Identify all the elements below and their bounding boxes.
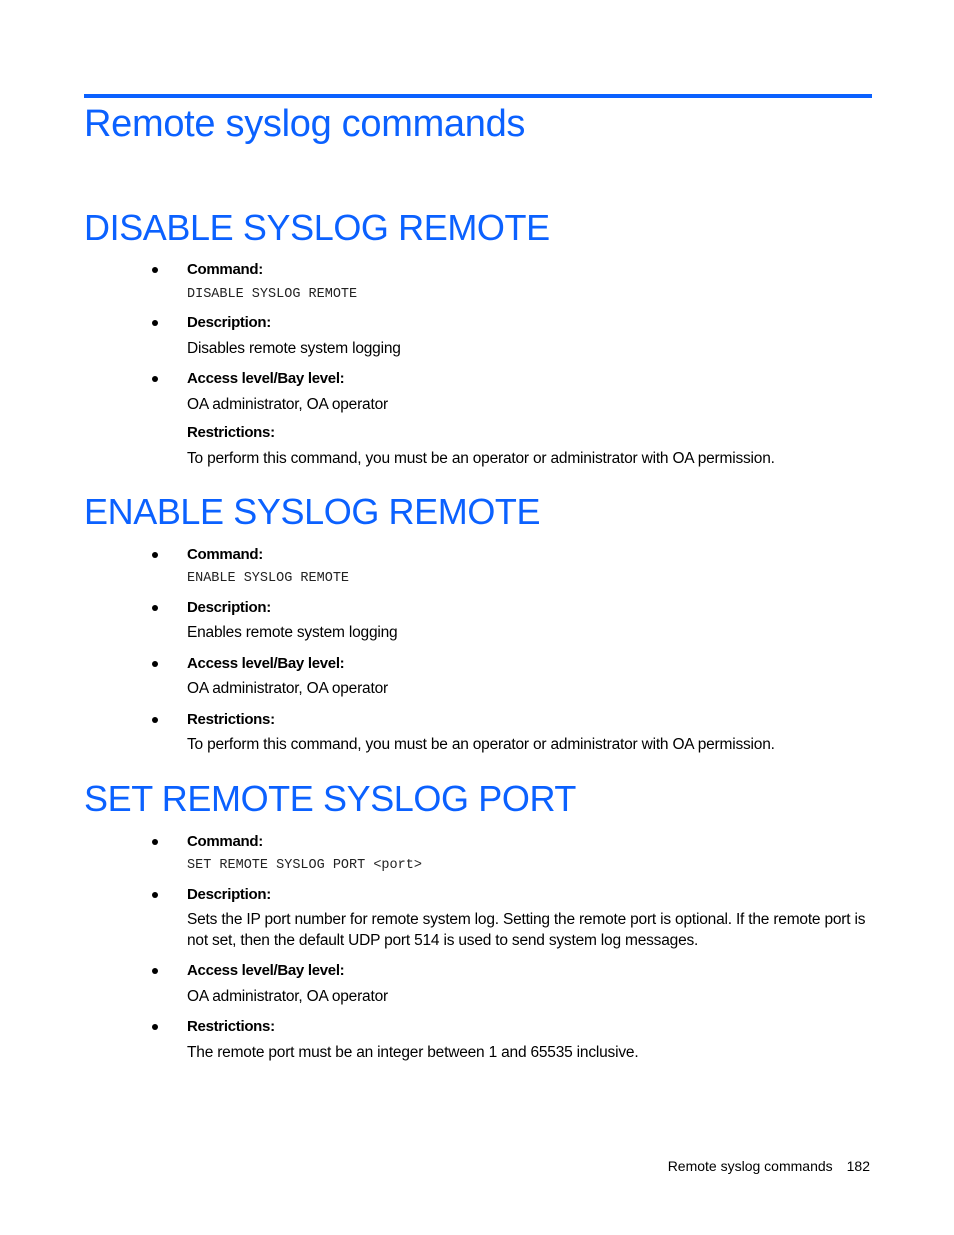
page-number: 182: [846, 1158, 870, 1174]
restrictions-label: Restrictions:: [187, 711, 275, 728]
bullet-icon: [152, 892, 158, 898]
access-level-label: Access level/Bay level:: [187, 370, 345, 387]
access-level-text: OA administrator, OA operator: [187, 396, 388, 413]
restrictions-label: Restrictions:: [187, 424, 275, 441]
description-text: Sets the IP port number for remote system log. Setting the remote port is optional. If the remote port is not set, then the default UDP port 514 is used to send system log messages.: [187, 911, 866, 949]
access-level-text: OA administrator, OA operator: [187, 680, 388, 697]
command-label: Command:: [187, 833, 263, 850]
chapter-rule: [84, 94, 872, 98]
bullet-icon: [152, 267, 158, 273]
bullet-icon: [152, 376, 158, 382]
bullet-icon: [152, 605, 158, 611]
chapter-title: Remote syslog commands: [84, 103, 526, 145]
description-label: Description:: [187, 886, 271, 903]
section-title: DISABLE SYSLOG REMOTE: [84, 207, 550, 248]
footer-title: Remote syslog commands: [667, 1158, 833, 1174]
bullet-icon: [152, 1024, 158, 1030]
bullet-icon: [152, 968, 158, 974]
bullet-icon: [152, 320, 158, 326]
bullet-icon: [152, 717, 158, 723]
section-title: SET REMOTE SYSLOG PORT: [84, 778, 576, 819]
bullet-icon: [152, 661, 158, 667]
restrictions-text: To perform this command, you must be an operator or administrator with OA permission.: [187, 736, 775, 753]
page-footer: [668, 1158, 870, 1174]
bullet-icon: [152, 839, 158, 845]
restrictions-text: The remote port must be an integer between 1 and 65535 inclusive.: [187, 1044, 639, 1061]
section-title: ENABLE SYSLOG REMOTE: [84, 491, 541, 532]
restrictions-label: Restrictions:: [187, 1018, 275, 1035]
description-label: Description:: [187, 314, 271, 331]
access-level-label: Access level/Bay level:: [187, 655, 345, 672]
command-code: SET REMOTE SYSLOG PORT <port>: [187, 858, 422, 873]
description-text: Enables remote system logging: [187, 624, 398, 641]
command-code: DISABLE SYSLOG REMOTE: [187, 287, 358, 302]
command-label: Command:: [187, 546, 263, 563]
description-text: Disables remote system logging: [187, 340, 401, 357]
command-label: Command:: [187, 261, 263, 278]
bullet-icon: [152, 552, 158, 558]
access-level-label: Access level/Bay level:: [187, 962, 345, 979]
restrictions-text: To perform this command, you must be an operator or administrator with OA permission.: [187, 450, 775, 467]
description-label: Description:: [187, 599, 271, 616]
command-code: ENABLE SYSLOG REMOTE: [187, 571, 350, 586]
access-level-text: OA administrator, OA operator: [187, 988, 388, 1005]
